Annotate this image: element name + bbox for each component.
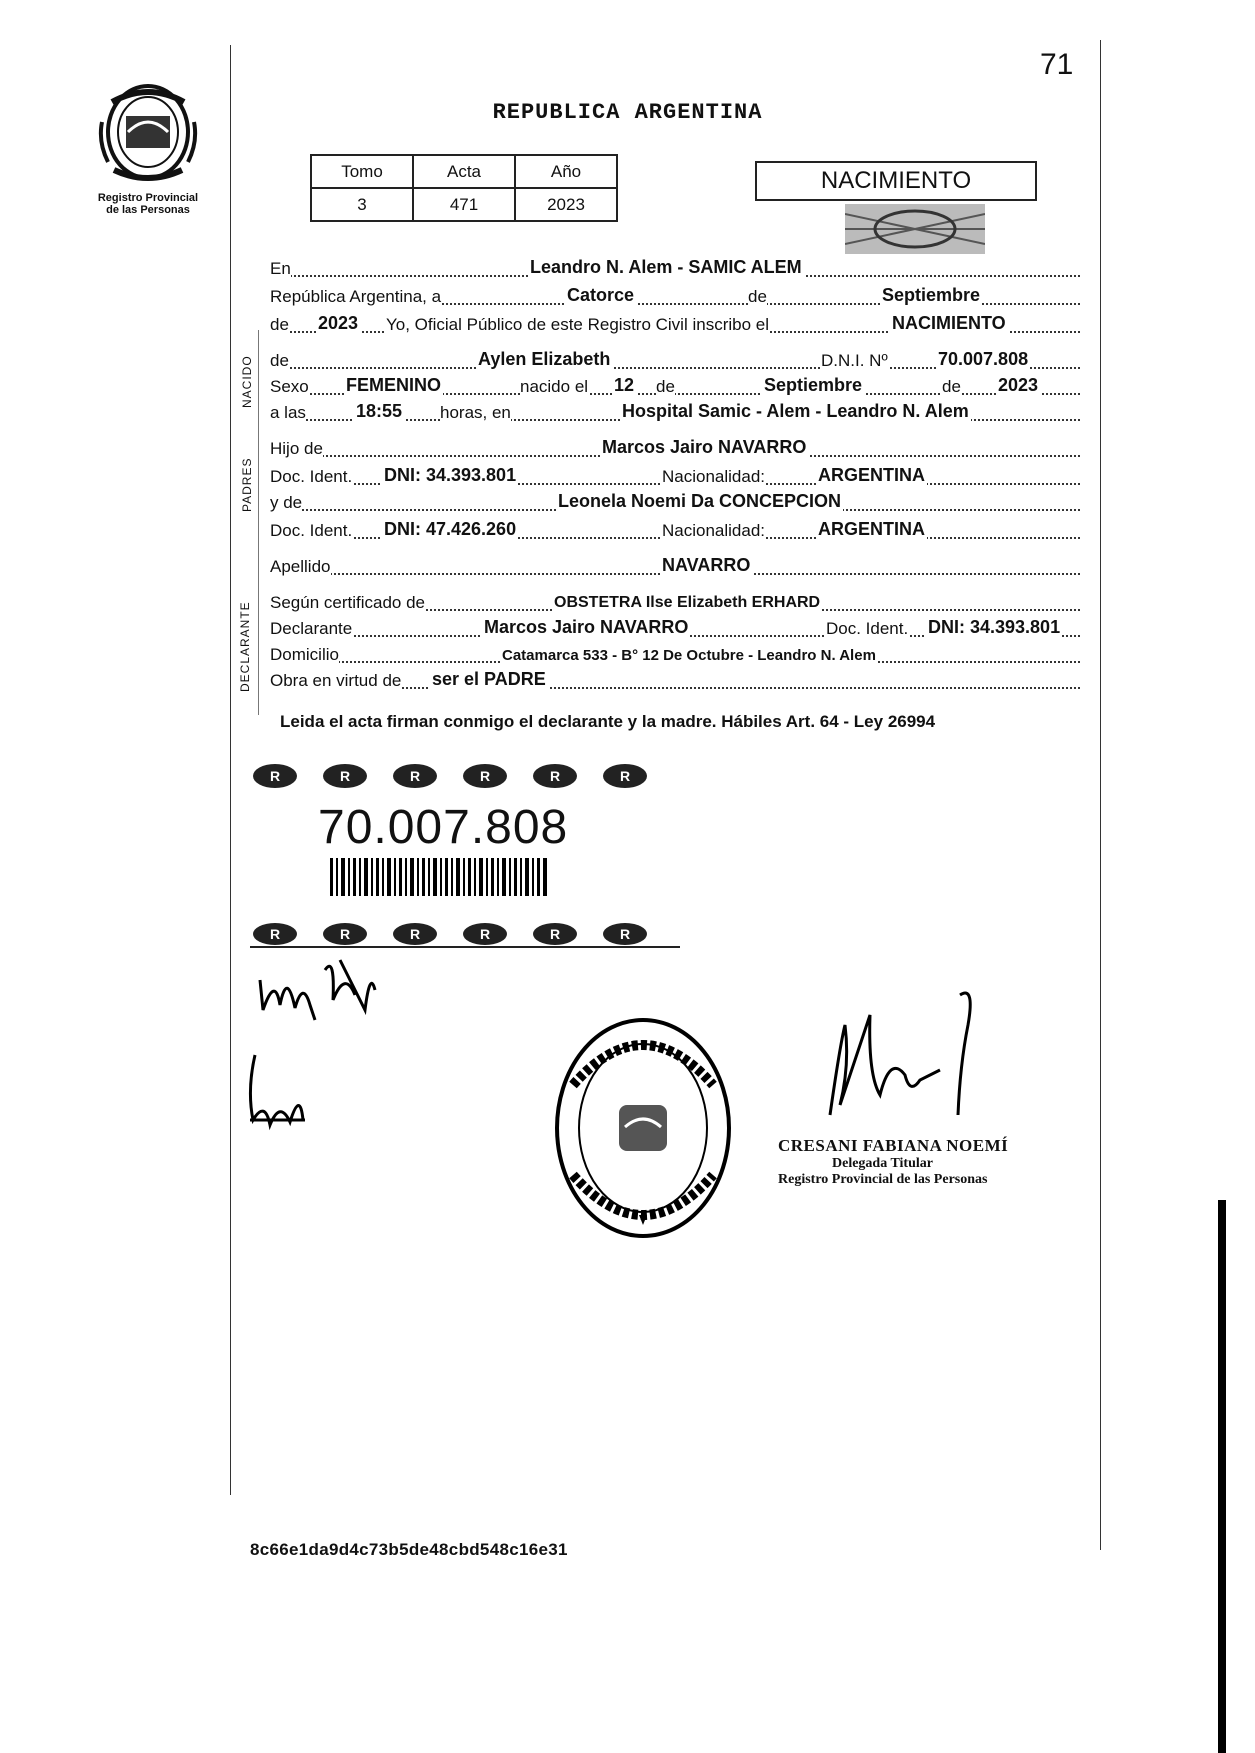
security-logo-row-bottom (250, 920, 680, 948)
security-logo-row-top (250, 762, 680, 790)
row-domicilio (270, 642, 1080, 668)
obra-label: Obra en virtud de (270, 671, 402, 690)
nac2-value: ARGENTINA (818, 519, 925, 539)
official-signature (810, 985, 990, 1145)
docid3-label: Doc. Ident. (826, 619, 909, 638)
official-round-seal (553, 1015, 733, 1241)
svg-text:R: R (270, 926, 281, 942)
padre-value: Marcos Jairo NAVARRO (602, 437, 807, 457)
scan-edge-bar (1218, 1200, 1226, 1753)
security-stamp-icon (845, 204, 985, 254)
nacido-de-label: de (656, 377, 675, 396)
domicilio-value: Catamarca 533 - B° 12 De Octubre - Leandro N. Alem (502, 647, 876, 664)
svg-text:R: R (340, 768, 351, 784)
province-coat-of-arms-icon (98, 82, 198, 187)
anio-value: 2023 (318, 313, 359, 333)
dni-large-number: 70.007.808 (318, 801, 569, 854)
row-nombre (270, 348, 1080, 374)
registry-label-line2: de las Personas (106, 204, 190, 216)
apellido-label: Apellido (270, 557, 331, 576)
right-margin-line (1100, 40, 1101, 1550)
closing-text: Leida el acta firman conmigo el declarante y la madre. Hábiles Art. 64 - Ley 26994 (280, 712, 936, 731)
apellido-value: NAVARRO (662, 555, 751, 575)
obra-value: ser el PADRE (432, 669, 546, 689)
section-label-nacido: NACIDO (240, 355, 254, 408)
table-value-acta: 471 (413, 188, 515, 221)
inner-margin-line (258, 330, 259, 715)
row-hijo (270, 436, 1080, 462)
segun-value: OBSTETRA Ilse Elizabeth ERHARD (554, 594, 821, 611)
en-value: Leandro N. Alem - SAMIC ALEM (530, 257, 802, 277)
official-block (778, 1136, 1008, 1188)
hora-value: 18:55 (356, 401, 403, 421)
sexo-label: Sexo (270, 377, 309, 396)
mother-signature (245, 1050, 315, 1140)
row-declarante (270, 616, 1080, 642)
horas-label: horas, en (440, 403, 511, 422)
nac1-label: Nacionalidad: (662, 467, 766, 486)
page-number: 71 (1040, 48, 1074, 81)
en-label: En (270, 259, 291, 278)
sexo-value: FEMENINO (346, 375, 442, 395)
row-sexo (270, 374, 1080, 400)
declarante-label: Declarante (270, 619, 353, 638)
row-madre (270, 490, 1080, 516)
yde-label: y de (270, 493, 303, 512)
yo-text: Yo, Oficial Público de este Registro Civil inscribo el (386, 315, 769, 334)
act-type-box: NACIMIENTO (755, 161, 1037, 201)
table-header-acta: Acta (413, 155, 515, 188)
left-margin-line (230, 45, 231, 1495)
nacido-anio: 2023 (998, 375, 1039, 395)
row-hora (270, 400, 1080, 426)
row-obra (270, 668, 1080, 694)
nacido-mes: Septiembre (764, 375, 863, 395)
svg-text:R: R (410, 768, 421, 784)
dni-value: 70.007.808 (938, 349, 1029, 369)
country-title: REPUBLICA ARGENTINA (492, 100, 763, 125)
row-docid1 (270, 464, 1080, 490)
svg-text:R: R (340, 926, 351, 942)
registry-label-line1: Registro Provincial (97, 192, 199, 204)
nombre-value: Aylen Elizabeth (478, 349, 611, 369)
tomo-acta-table (310, 154, 618, 222)
svg-text:R: R (270, 768, 281, 784)
svg-text:R: R (410, 926, 421, 942)
mes-value: Septiembre (882, 285, 981, 305)
nacido-de2-label: de (942, 377, 961, 396)
row-anio (270, 312, 1080, 338)
table-value-anio: 2023 (515, 188, 617, 221)
table-header-anio: Año (515, 155, 617, 188)
alas-label: a las (270, 403, 306, 422)
de-label: de (748, 287, 767, 306)
hijo-label: Hijo de (270, 439, 323, 458)
svg-text:R: R (550, 926, 561, 942)
docid1-value: DNI: 34.393.801 (384, 465, 517, 485)
dia-value: Catorce (567, 285, 635, 305)
svg-text:R: R (480, 768, 491, 784)
de2-label: de (270, 315, 289, 334)
section-label-padres: PADRES (240, 457, 254, 512)
lugar-value: Hospital Samic - Alem - Leandro N. Alem (622, 401, 969, 421)
table-header-tomo: Tomo (311, 155, 413, 188)
svg-text:R: R (620, 926, 631, 942)
row-en (270, 256, 1080, 282)
official-name: CRESANI FABIANA NOEMÍ (778, 1136, 1009, 1155)
nacido-dia: 12 (614, 375, 635, 395)
docid1-label: Doc. Ident. (270, 467, 353, 486)
row-docid2 (270, 518, 1080, 544)
row-apellido (270, 554, 1080, 580)
barcode-icon (330, 858, 550, 896)
svg-text:R: R (480, 926, 491, 942)
svg-text:R: R (550, 768, 561, 784)
official-title: Delegada Titular (832, 1156, 933, 1171)
acto-value: NACIMIENTO (892, 313, 1006, 333)
nacido-label: nacido el (520, 377, 589, 396)
row-segun (270, 590, 1080, 616)
official-office: Registro Provincial de las Personas (778, 1172, 988, 1187)
docid3-value: DNI: 34.393.801 (928, 617, 1061, 637)
declarante-value: Marcos Jairo NAVARRO (484, 617, 689, 637)
declarant-signature (255, 950, 385, 1030)
segun-label: Según certificado de (270, 593, 425, 612)
document-hash: 8c66e1da9d4c73b5de48cbd548c16e31 (250, 1540, 568, 1559)
row-republica (270, 284, 1080, 310)
nac1-value: ARGENTINA (818, 465, 925, 485)
docid2-label: Doc. Ident. (270, 521, 353, 540)
domicilio-label: Domicilio (270, 645, 339, 664)
madre-value: Leonela Noemi Da CONCEPCION (558, 491, 842, 511)
dni-label: D.N.I. Nº (821, 351, 888, 370)
section-label-declarante: DECLARANTE (238, 601, 252, 692)
svg-text:R: R (620, 768, 631, 784)
table-value-tomo: 3 (311, 188, 413, 221)
nac2-label: Nacionalidad: (662, 521, 766, 540)
docid2-value: DNI: 47.426.260 (384, 519, 517, 539)
republica-label: República Argentina, a (270, 287, 442, 306)
nombre-label: de (270, 351, 289, 370)
